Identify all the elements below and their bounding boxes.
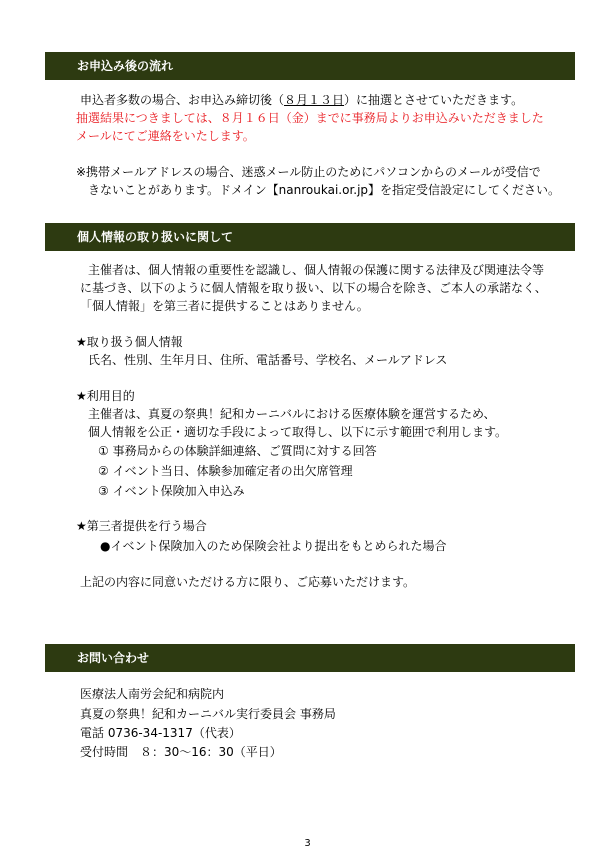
flow-heading: お申込み後の流れ [77,59,174,73]
purpose-line-1: 主催者は、真夏の祭典！紀和カーニバルにおける医療体験を運営するため、 [88,407,496,421]
flow-line-1 [80,92,523,108]
purpose-item: ① 事務局からの体験詳細連絡、ご質問に対する回答 [98,444,377,458]
privacy-closing: 上記の内容に同意いただける方に限り、ご応募いただけます。 [80,575,416,589]
purpose-title: ★利用目的 [76,389,135,403]
privacy-intro-line-2: に基づき、以下のように個人情報を取り扱い、以下の場合を除き、ご本人の承諾なく、 [80,281,547,295]
deadline-date: ８月１３日 [284,93,345,107]
flow-line-1-suffix: ）に抽選とさせていただきます。 [344,93,524,107]
contact-hours: 受付時間 ８：30～16：30（平日） [80,745,282,759]
mobile-note-line-2: きないことがあります。ドメイン【nanroukai.or.jp】を指定受信設定にしてください。 [88,183,561,197]
flow-section-header [45,52,575,80]
purpose-line-2: 個人情報を公正・適切な手段によって取得し、以下に示す範囲で利用します。 [88,425,508,439]
privacy-heading: 個人情報の取り扱いに関して [77,230,234,244]
contact-heading: お問い合わせ [77,651,150,665]
lottery-result-line-1: 抽選結果につきましては、８月１６日（金）までに事務局よりお申込みいただきました [76,111,544,125]
flow-line-1-prefix: 申込者多数の場合、お申込み締切後（ [80,93,285,107]
purpose-item: ② イベント当日、体験参加確定者の出欠席管理 [98,464,353,478]
privacy-intro-line-3: 「個人情報」を第三者に提供することはありません。 [80,299,369,313]
contact-org: 医療法人南労会紀和病院内 [80,687,225,701]
lottery-result-line-2: メールにてご連絡をいたします。 [76,129,255,143]
privacy-section-header [45,223,575,251]
handled-info-title: ★取り扱う個人情報 [76,335,183,349]
handled-info-items: 氏名、性別、生年月日、住所、電話番号、学校名、メールアドレス [88,353,448,367]
mobile-note-line-1: ※携帯メールアドレスの場合、迷惑メール防止のためにパソコンからのメールが受信で [76,165,541,179]
contact-committee: 真夏の祭典！紀和カーニバル実行委員会 事務局 [80,707,336,721]
third-party-item: ●イベント保険加入のため保険会社より提出をもとめられた場合 [100,539,447,553]
page-number: 3 [304,838,311,849]
third-party-title: ★第三者提供を行う場合 [76,519,207,533]
purpose-item: ③ イベント保険加入申込み [98,484,245,498]
privacy-intro-line-1: 主催者は、個人情報の重要性を認識し、個人情報の保護に関する法律及び関連法令等 [88,263,545,277]
contact-phone: 電話 0736-34-1317（代表） [80,726,241,740]
contact-section-header [45,644,575,672]
